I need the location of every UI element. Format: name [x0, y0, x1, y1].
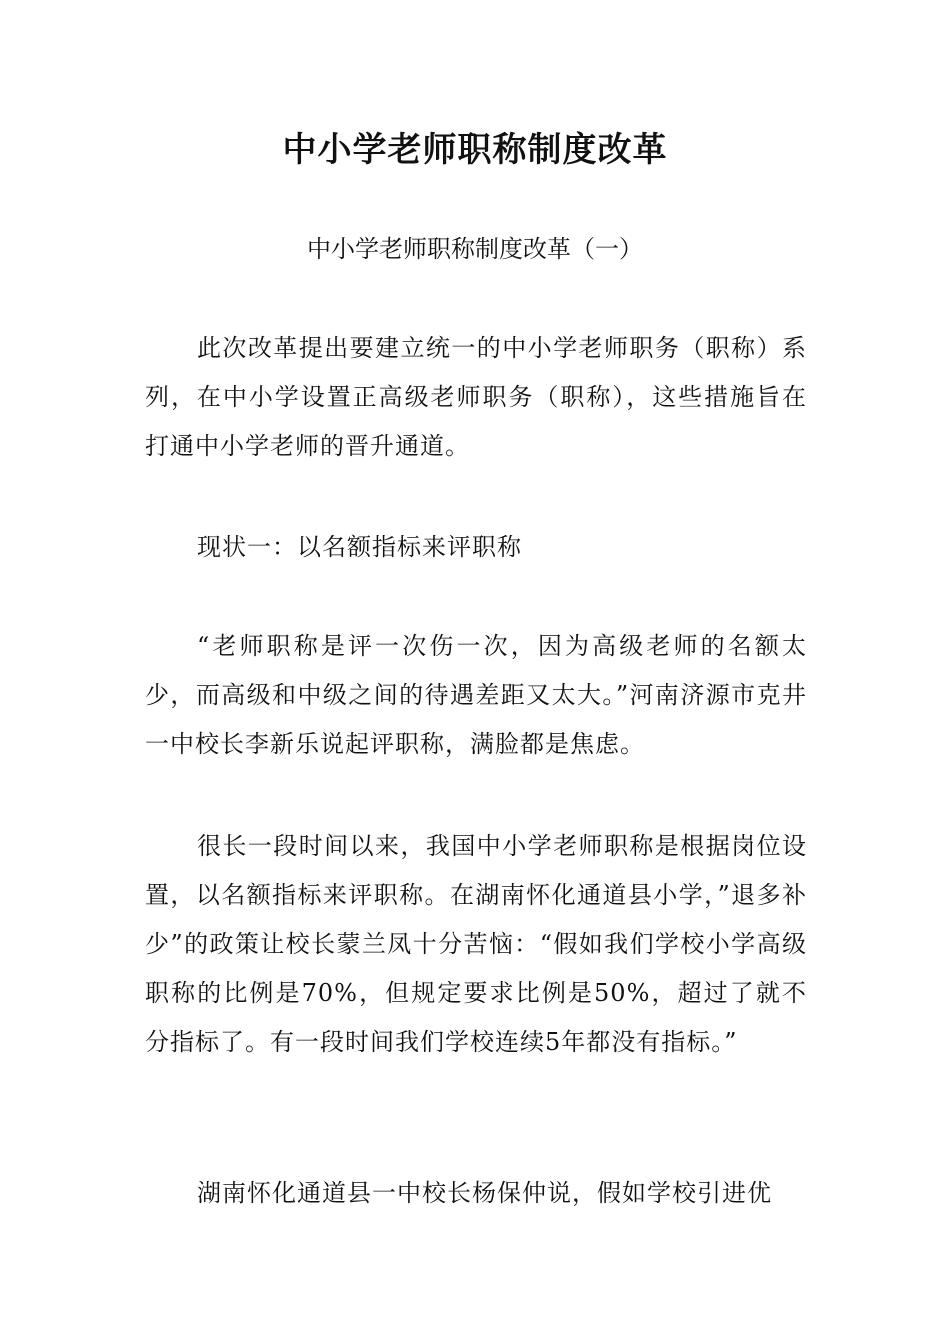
document-subtitle: 中小学老师职称制度改革（一）: [307, 235, 643, 263]
section-heading: 现状一：以名额指标来评职称: [197, 533, 522, 561]
paragraph-continued: 湖南怀化通道县一中校长杨保仲说，假如学校引进优: [197, 1179, 772, 1207]
paragraph-background: 很长一段时间以来，我国中小学老师职称是根据岗位设置，以名额指标来评职称。在湖南怀化通道县小学，”退多补少”的政策让校长蒙兰凤十分苦恼：“假如我们学校小学高级职称的比例是70%，但规定要求比例是50%，超过了就不分指标了。有一段时间我们学校连续5年都没有指标。”: [145, 832, 807, 1056]
paragraph-intro: 此次改革提出要建立统一的中小学老师职务（职称）系列，在中小学设置正高级老师职务（职称），这些措施旨在打通中小学老师的晋升通道。: [145, 334, 807, 460]
paragraph-quote: “老师职称是评一次伤一次，因为高级老师的名额太少，而高级和中级之间的待遇差距又太大。”河南济源市克井一中校长李新乐说起评职称，满脸都是焦虑。: [145, 632, 807, 758]
document-title: 中小学老师职称制度改革: [282, 130, 668, 170]
